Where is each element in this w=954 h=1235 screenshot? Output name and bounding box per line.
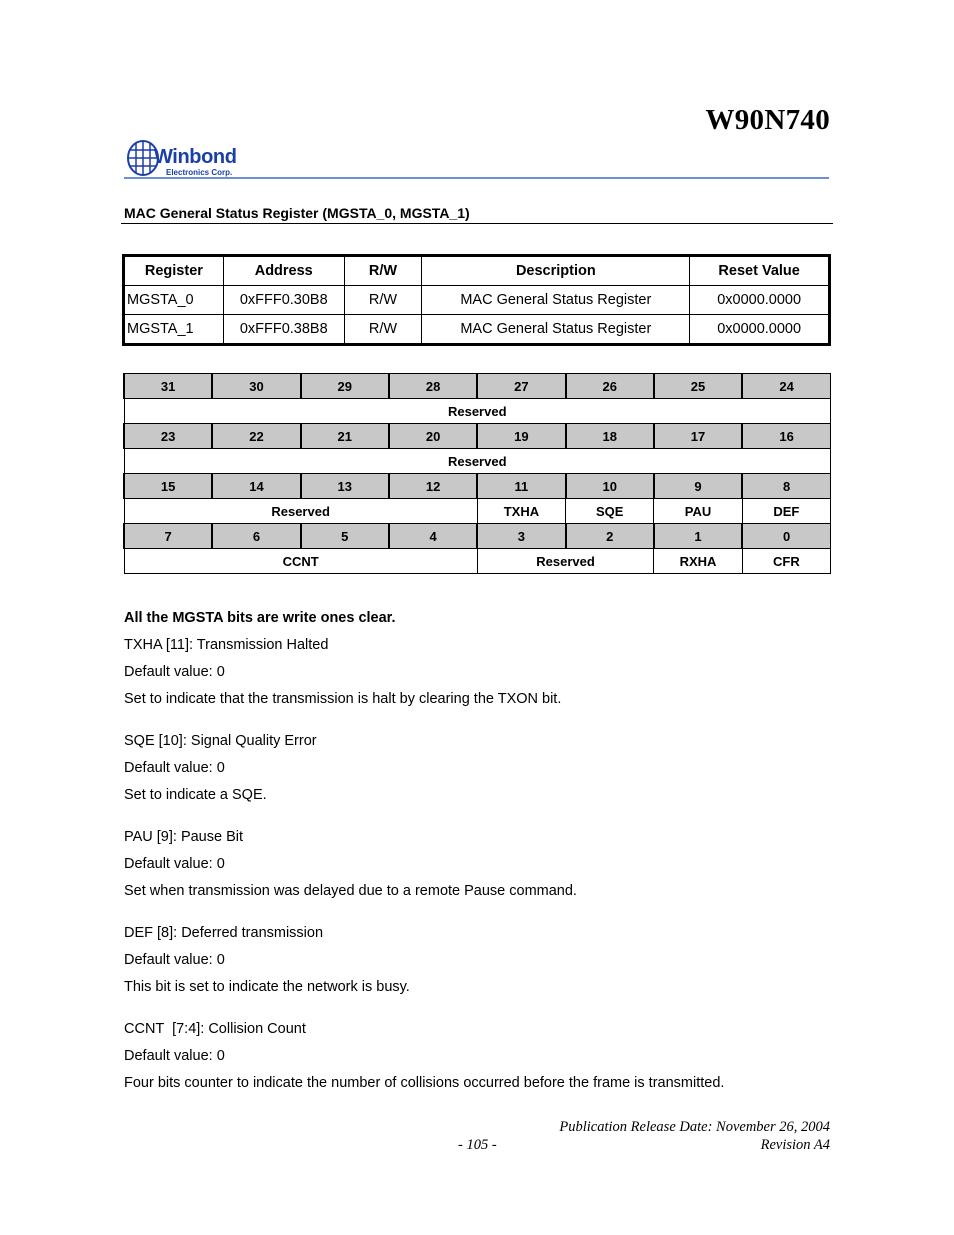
bit-number-cell: 17 <box>654 424 742 449</box>
bit-field-cell: Reserved <box>124 499 477 524</box>
winbond-logo <box>126 138 256 180</box>
bit-number-cell: 28 <box>389 374 477 399</box>
field-desc-pau: Set when transmission was delayed due to a remote Pause command. <box>124 883 577 899</box>
register-table <box>122 254 831 346</box>
field-desc-sqe: Set to indicate a SQE. <box>124 787 267 803</box>
write-ones-clear-note: All the MGSTA bits are write ones clear. <box>124 610 396 626</box>
bit-field-cell: Reserved <box>124 449 831 474</box>
header-address: Address <box>223 256 344 286</box>
bit-field-cell: PAU <box>654 499 742 524</box>
field-default-def: Default value: 0 <box>124 952 225 968</box>
section-rule <box>121 223 833 224</box>
cell-description: MAC General Status Register <box>422 286 690 315</box>
cell-rw: R/W <box>344 315 422 345</box>
field-default-pau: Default value: 0 <box>124 856 225 872</box>
header-register: Register <box>124 256 224 286</box>
field-title-def: DEF [8]: Deferred transmission <box>124 925 324 941</box>
logo-wordmark: Winbond <box>154 146 237 168</box>
field-desc-def: This bit is set to indicate the network is busy. <box>124 979 410 995</box>
bit-field-cell: Reserved <box>477 549 654 574</box>
revision: Revision A4 <box>760 1137 830 1153</box>
cell-register: MGSTA_0 <box>124 286 224 315</box>
document-title: W90N740 <box>705 104 830 136</box>
bit-number-cell: 15 <box>124 474 212 499</box>
cell-register: MGSTA_1 <box>124 315 224 345</box>
bit-number-row <box>124 424 831 449</box>
bit-number-cell: 3 <box>477 524 565 549</box>
header-rule <box>124 177 829 179</box>
bit-number-cell: 4 <box>389 524 477 549</box>
header-reset-value: Reset Value <box>690 256 830 286</box>
bit-field-row <box>124 449 831 474</box>
field-title-sqe: SQE [10]: Signal Quality Error <box>124 733 317 749</box>
table-row <box>124 315 830 345</box>
bit-map-table <box>123 373 831 574</box>
bit-number-cell: 10 <box>566 474 654 499</box>
bit-field-cell: RXHA <box>654 549 742 574</box>
field-desc-ccnt: Four bits counter to indicate the number of collisions occurred before the frame is transmitted. <box>124 1075 725 1091</box>
publication-release-date: Publication Release Date: November 26, 2004 <box>559 1119 830 1135</box>
field-default-sqe: Default value: 0 <box>124 760 225 776</box>
bit-number-cell: 16 <box>742 424 830 449</box>
logo-subtitle: Electronics Corp. <box>166 168 233 177</box>
bit-number-cell: 20 <box>389 424 477 449</box>
field-default-txha: Default value: 0 <box>124 664 225 680</box>
bit-number-cell: 9 <box>654 474 742 499</box>
bit-number-cell: 18 <box>566 424 654 449</box>
bit-number-cell: 5 <box>301 524 389 549</box>
cell-reset-value: 0x0000.0000 <box>690 286 830 315</box>
bit-number-cell: 30 <box>212 374 300 399</box>
bit-number-cell: 27 <box>477 374 565 399</box>
cell-description: MAC General Status Register <box>422 315 690 345</box>
bit-number-row <box>124 524 831 549</box>
bit-field-row <box>124 399 831 424</box>
bit-number-cell: 14 <box>212 474 300 499</box>
bit-number-cell: 25 <box>654 374 742 399</box>
header-description: Description <box>422 256 690 286</box>
header-rw: R/W <box>344 256 422 286</box>
bit-number-cell: 11 <box>477 474 565 499</box>
bit-number-row <box>124 374 831 399</box>
bit-number-cell: 23 <box>124 424 212 449</box>
bit-number-cell: 21 <box>301 424 389 449</box>
bit-number-cell: 2 <box>566 524 654 549</box>
field-default-ccnt: Default value: 0 <box>124 1048 225 1064</box>
register-table-header <box>124 256 830 286</box>
bit-number-cell: 26 <box>566 374 654 399</box>
table-row <box>124 286 830 315</box>
bit-field-cell: CFR <box>742 549 830 574</box>
cell-reset-value: 0x0000.0000 <box>690 315 830 345</box>
bit-number-cell: 19 <box>477 424 565 449</box>
bit-number-row <box>124 474 831 499</box>
bit-number-cell: 12 <box>389 474 477 499</box>
bit-field-cell: CCNT <box>124 549 477 574</box>
cell-rw: R/W <box>344 286 422 315</box>
bit-field-cell: TXHA <box>477 499 565 524</box>
bit-number-cell: 29 <box>301 374 389 399</box>
page-number: - 105 - <box>458 1137 497 1153</box>
bit-number-cell: 7 <box>124 524 212 549</box>
section-title: MAC General Status Register (MGSTA_0, MGSTA_1) <box>124 205 470 221</box>
bit-number-cell: 0 <box>742 524 830 549</box>
bit-number-cell: 24 <box>742 374 830 399</box>
bit-number-cell: 8 <box>742 474 830 499</box>
field-title-ccnt: CCNT [7:4]: Collision Count <box>124 1021 306 1037</box>
bit-number-cell: 1 <box>654 524 742 549</box>
bit-number-cell: 6 <box>212 524 300 549</box>
bit-number-cell: 31 <box>124 374 212 399</box>
bit-field-cell: Reserved <box>124 399 831 424</box>
bit-field-row <box>124 499 831 524</box>
field-title-txha: TXHA [11]: Transmission Halted <box>124 637 329 653</box>
bit-field-row <box>124 549 831 574</box>
bit-number-cell: 13 <box>301 474 389 499</box>
bit-field-cell: DEF <box>742 499 830 524</box>
cell-address: 0xFFF0.30B8 <box>223 286 344 315</box>
bit-field-cell: SQE <box>566 499 654 524</box>
cell-address: 0xFFF0.38B8 <box>223 315 344 345</box>
field-desc-txha: Set to indicate that the transmission is halt by clearing the TXON bit. <box>124 691 562 707</box>
bit-number-cell: 22 <box>212 424 300 449</box>
field-title-pau: PAU [9]: Pause Bit <box>124 829 244 845</box>
